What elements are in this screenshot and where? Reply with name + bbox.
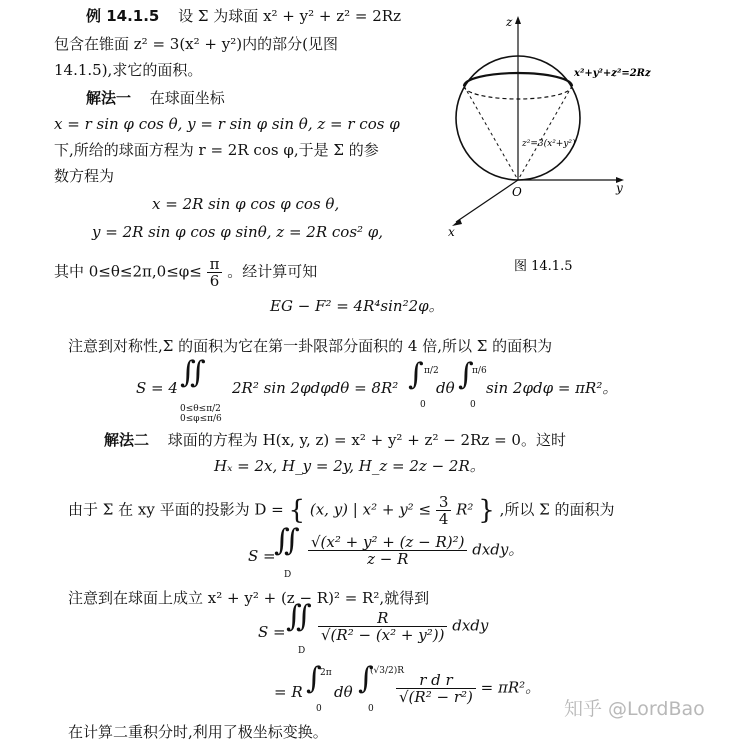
method1-eq1: x = 2R sin φ cos φ cos θ,	[152, 195, 340, 213]
s3-num: R	[318, 610, 447, 627]
method2-title: 解法二	[104, 431, 150, 449]
x-axis-label: x	[448, 225, 455, 239]
cone-label: z²=3(x²+y²)	[522, 139, 576, 149]
range-num: π	[207, 256, 223, 273]
s3-domain: D	[298, 646, 306, 656]
s-limit-1: 0≤θ≤π/2	[180, 404, 221, 414]
method2-projection: 由于 Σ 在 xy 平面的投影为 D = { (x, y) | x² + y² ≤ $\frac{3}{4}$ R² } ,所以 Σ 的面积为	[68, 493, 615, 528]
s3-den: √(R² − (x² + y²))	[321, 626, 445, 644]
example-line-2: 包含在锥面 z² = 3(x² + y²)内的部分(见图	[54, 35, 338, 53]
watermark: 知乎 @LordBao	[564, 698, 705, 720]
sphere-label: x²+y²+z²=2Rz	[574, 68, 651, 79]
s2-num: √(x² + y² + (z − R)²)	[308, 534, 467, 551]
s4-dtheta: dθ	[334, 683, 353, 701]
proj-r: R²	[456, 500, 474, 519]
s4-upper-theta: 2π	[320, 668, 332, 678]
s2-domain: D	[284, 570, 292, 580]
integral-sign-phi: ∫	[458, 357, 474, 392]
s2-integral-sign: ∬	[274, 523, 300, 558]
s3-left: S =	[258, 623, 286, 641]
proj-num: 3	[436, 494, 452, 511]
origin-label: O	[512, 185, 522, 199]
lower-limit-theta: 0	[420, 400, 426, 410]
example-label: 例 14.1.5	[86, 7, 160, 25]
s4-tail: = πR²。	[480, 678, 541, 697]
example-line-3: 14.1.5),求它的面积。	[54, 61, 203, 79]
method1-range	[54, 256, 317, 289]
method2-note: 注意到在球面上成立 x² + y² + (z − R)² = R²,就得到	[68, 589, 430, 607]
s4-den: √(R² − r²)	[399, 688, 473, 706]
s4-lower-theta: 0	[316, 704, 322, 714]
cone-left	[464, 86, 518, 180]
s4-integral-r: ∫	[358, 661, 374, 696]
s4-fraction	[396, 672, 540, 705]
method2-heading	[104, 430, 566, 450]
proj-fraction	[436, 494, 452, 527]
method1-eg: EG − F² = 4R⁴sin²2φ。	[270, 297, 444, 315]
dtheta: dθ	[436, 379, 455, 397]
method1-eq2: y = 2R sin φ cos φ sinθ, z = 2R cos² φ,	[92, 223, 384, 241]
s-left: S = 4	[136, 379, 178, 397]
method1-title: 解法一	[86, 89, 132, 107]
s3-fraction	[318, 610, 488, 643]
upper-limit-phi: π/6	[472, 366, 487, 376]
lower-limit-phi: 0	[470, 400, 476, 410]
upper-limit-theta: π/2	[424, 366, 439, 376]
example-line-1	[86, 6, 401, 26]
proj-prefix: 由于 Σ 在 xy 平面的投影为 D =	[68, 500, 284, 519]
s2-tail: dxdy。	[472, 540, 524, 559]
method1-title-text: 在球面坐标	[149, 89, 225, 107]
range-suffix: 。经计算可知	[227, 262, 318, 281]
s4-num: r d r	[396, 672, 476, 689]
proj-den: 4	[438, 510, 449, 528]
double-integral-sign: ∬	[180, 355, 206, 390]
s4-integral-theta: ∫	[306, 661, 322, 696]
s2-left: S =	[248, 547, 276, 565]
proj-set: (x, y) | x² + y² ≤	[309, 500, 432, 519]
s3-integral-sign: ∬	[286, 599, 312, 634]
proj-suffix: ,所以 Σ 的面积为	[499, 500, 615, 519]
s-tail: sin 2φdφ = πR²。	[486, 379, 618, 397]
cone-right	[518, 86, 572, 180]
s4-upper-r: (√3/2)R	[370, 666, 405, 676]
method1-line3: 数方程为	[54, 167, 115, 185]
s4-lower-r: 0	[368, 704, 374, 714]
range-den: 6	[209, 272, 220, 290]
s4-left: = R	[274, 683, 303, 701]
method2-partials: Hₓ = 2x, H_y = 2y, H_z = 2z − 2R。	[214, 457, 485, 475]
method2-last: 在计算二重积分时,利用了极坐标变换。	[68, 723, 328, 741]
example-intro: 设 Σ 为球面 x² + y² + z² = 2Rz	[178, 7, 401, 25]
method1-symmetry: 注意到对称性,Σ 的面积为它在第一卦限部分面积的 4 倍,所以 Σ 的面积为	[68, 337, 553, 355]
x-axis	[456, 180, 518, 222]
method1-coords: x = r sin φ cos θ, y = r sin φ sin θ, z = r cos φ	[54, 115, 400, 133]
s-limit-2: 0≤φ≤π/6	[180, 414, 222, 424]
range-prefix: 其中 0≤θ≤2π,0≤φ≤	[54, 262, 202, 281]
method2-line1: 球面的方程为 H(x, y, z) = x² + y² + z² − 2Rz = 0。这时	[167, 431, 566, 449]
integral-sign-theta: ∫	[408, 357, 424, 392]
z-arrow-icon	[515, 16, 521, 24]
method1-line2: 下,所给的球面方程为 r = 2R cos φ,于是 Σ 的参	[54, 141, 379, 159]
z-axis-label: z	[506, 15, 513, 29]
figure-sphere-cone	[440, 8, 740, 288]
s-integrand: 2R² sin 2φdφdθ = 8R²	[232, 379, 399, 397]
s3-tail: dxdy	[452, 616, 489, 635]
y-axis-label: y	[616, 181, 623, 195]
s2-den: z − R	[367, 550, 409, 568]
s2-fraction	[308, 534, 523, 567]
figure-caption: 图 14.1.5	[514, 259, 573, 274]
method1-heading	[86, 88, 225, 108]
range-fraction	[207, 256, 223, 289]
